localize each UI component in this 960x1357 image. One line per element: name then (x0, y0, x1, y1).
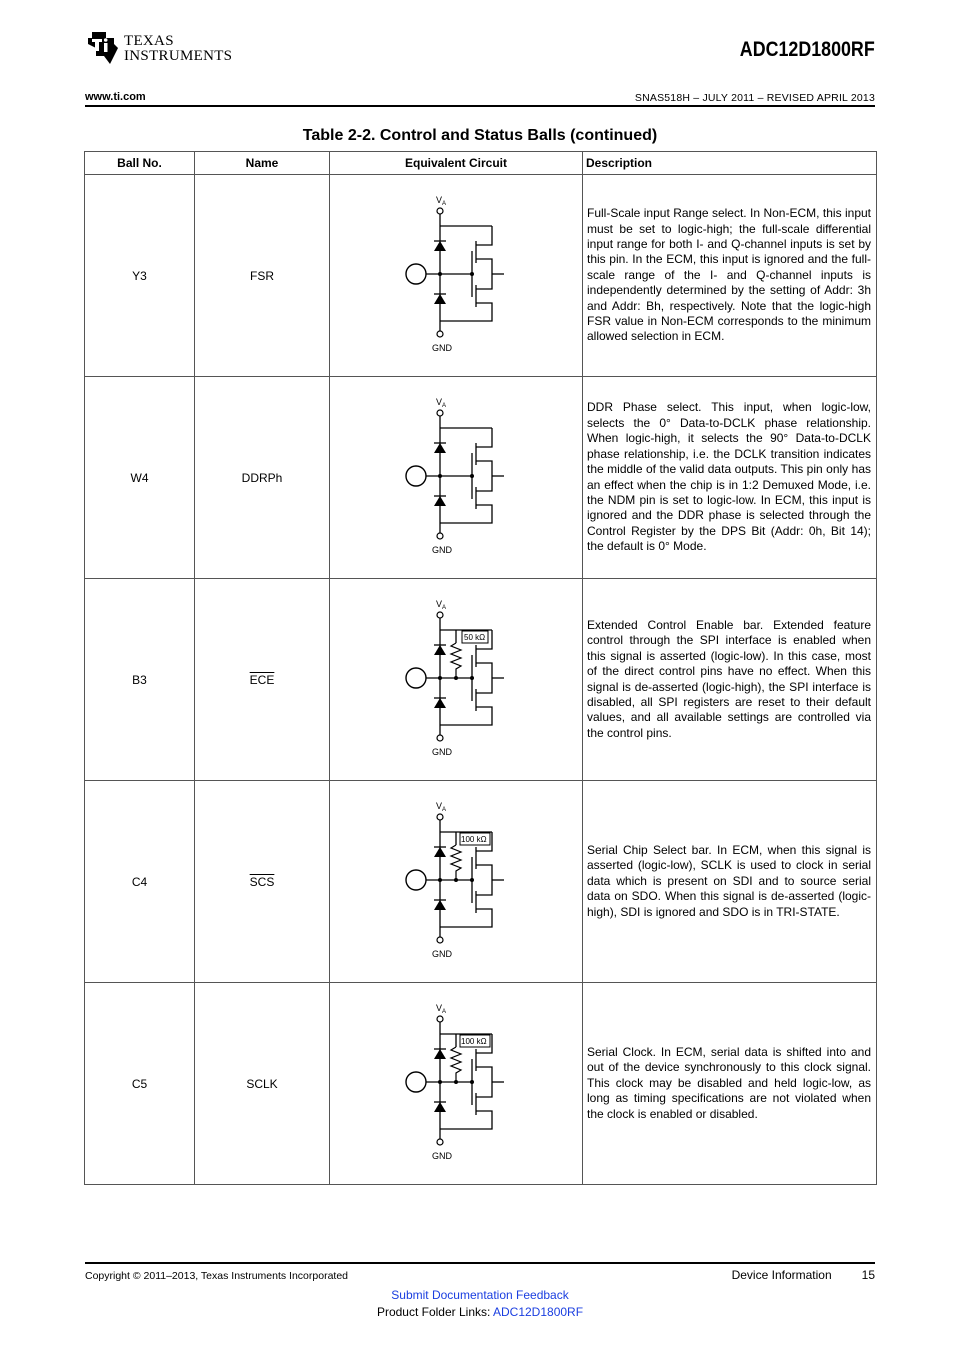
svg-text:GND: GND (432, 342, 452, 353)
pin-name: FSR (195, 175, 330, 377)
product-folder-label: Product Folder Links: (376, 1305, 491, 1319)
col-equivalent-circuit: Equivalent Circuit (330, 152, 583, 175)
page-number: 15 (861, 1268, 875, 1282)
equivalent-circuit-cell (330, 377, 583, 579)
ti-logo-icon (86, 30, 120, 66)
ti-logo-text: TEXAS INSTRUMENTS (124, 33, 233, 64)
footer-section (732, 1268, 875, 1282)
svg-text:V: V (436, 800, 443, 811)
svg-text:100 kΩ: 100 kΩ (461, 834, 487, 844)
ball-no: C5 (85, 983, 195, 1185)
description: Extended Control Enable bar. Extended feature control through the SPI interface is enabled when this signal is asserted (logic-low). In this case, most of the direct control pins have no effect. When this signal is de-asserted (logic-high), the SPI interface is disabled, all SPI registers are reset to their default values, and all available settings are controlled via the control pins. (583, 579, 877, 781)
equivalent-circuit-diagram (396, 191, 516, 361)
doc-id: SNAS518H – JULY 2011 – REVISED APRIL 2013 (634, 92, 875, 104)
pin-name: SCLK (195, 983, 330, 1185)
pin-name: DDRPh (195, 377, 330, 579)
footer-links (0, 1287, 960, 1321)
table-row (85, 377, 877, 579)
equivalent-circuit-diagram (396, 797, 516, 967)
description: Full-Scale input Range select. In Non-ECM, this input must be set to logic-high; the full-scale differential input range for both I- and Q-channel inputs is set by this pin. In the ECM, this input is ignored and the full-scale range of the I- and Q-channel inputs is independently determined by the setting of Addr: 3h and Addr: Bh, respectively. Note that the logic-high FSR value in Non-ECM corresponds to the minimum allowed selection in ECM. (583, 175, 877, 377)
equivalent-circuit-cell (330, 175, 583, 377)
table-row (85, 781, 877, 983)
equivalent-circuit-cell (330, 579, 583, 781)
control-status-table (84, 151, 877, 1185)
svg-text:V: V (436, 598, 443, 609)
svg-text:A: A (442, 200, 447, 207)
description: Serial Clock. In ECM, serial data is shifted into and out of the device synchronously to this clock signal. This clock may be disabled and held logic-low, as long as timing specifications are not violated when the clock is enabled or disabled. (583, 983, 877, 1185)
description: Serial Chip Select bar. In ECM, when this signal is asserted (logic-low), SCLK is used to clock in serial data which is present on SDI and to source serial data on SDO. When this signal is de-asserted (logic-high), SDI is ignored and SDO is in TRI-STATE. (583, 781, 877, 983)
ball-no: W4 (85, 377, 195, 579)
svg-text:GND: GND (432, 948, 452, 959)
col-ball-no: Ball No. (85, 152, 195, 175)
col-description: Description (583, 152, 877, 175)
svg-text:50 kΩ: 50 kΩ (464, 632, 486, 642)
part-number: ADC12D1800RF (740, 38, 875, 61)
header-rule (85, 105, 875, 107)
pin-name: $\overline{SCS}$ (195, 781, 330, 983)
description: DDR Phase select. This input, when logic-low, selects the 0° Data-to-DCLK phase relationship. When logic-high, it selects the 90° Data-to-DCLK phase relationship, i.e. the DCLK transition indicates the middle of the valid data outputs. This pin only has an effect when the chip is in 1:2 Demuxed Mode, i.e. the NDM pin is set to logic-low. In ECM, this input is ignored and the DDR phase is selected through the Control Register by the DPS Bit (Addr: 0h, Bit 14); the default is 0° Mode. (583, 377, 877, 579)
svg-text:A: A (442, 806, 447, 813)
section-title: Device Information (731, 1268, 832, 1282)
equivalent-circuit-diagram (396, 393, 516, 563)
table-row (85, 983, 877, 1185)
svg-text:GND: GND (432, 544, 452, 555)
table-row (85, 175, 877, 377)
site-url[interactable]: www.ti.com (85, 91, 146, 103)
svg-text:A: A (442, 1008, 447, 1015)
svg-text:A: A (442, 402, 447, 409)
pin-name: $\overline{ECE}$ (195, 579, 330, 781)
ball-no: B3 (85, 579, 195, 781)
equivalent-circuit-diagram (396, 999, 516, 1169)
table-caption: Table 2-2. Control and Status Balls (continued) (302, 127, 658, 144)
svg-text:GND: GND (432, 1150, 452, 1161)
svg-text:100 kΩ: 100 kΩ (461, 1036, 487, 1046)
ball-no: Y3 (85, 175, 195, 377)
ball-no: C4 (85, 781, 195, 983)
svg-text:V: V (436, 194, 443, 205)
table-header-row (85, 152, 877, 175)
product-folder-link[interactable]: ADC12D1800RF (493, 1305, 584, 1319)
svg-text:V: V (436, 396, 443, 407)
equivalent-circuit-cell (330, 781, 583, 983)
equivalent-circuit-cell (330, 983, 583, 1185)
footer-rule (85, 1262, 875, 1264)
copyright: Copyright © 2011–2013, Texas Instruments Incorporated (85, 1270, 349, 1282)
equivalent-circuit-diagram (396, 595, 516, 765)
feedback-link[interactable]: Submit Documentation Feedback (391, 1288, 569, 1302)
ti-logo (86, 30, 246, 70)
svg-text:V: V (436, 1002, 443, 1013)
svg-text:A: A (442, 604, 447, 611)
svg-text:GND: GND (432, 746, 452, 757)
col-name: Name (195, 152, 330, 175)
table-row (85, 579, 877, 781)
